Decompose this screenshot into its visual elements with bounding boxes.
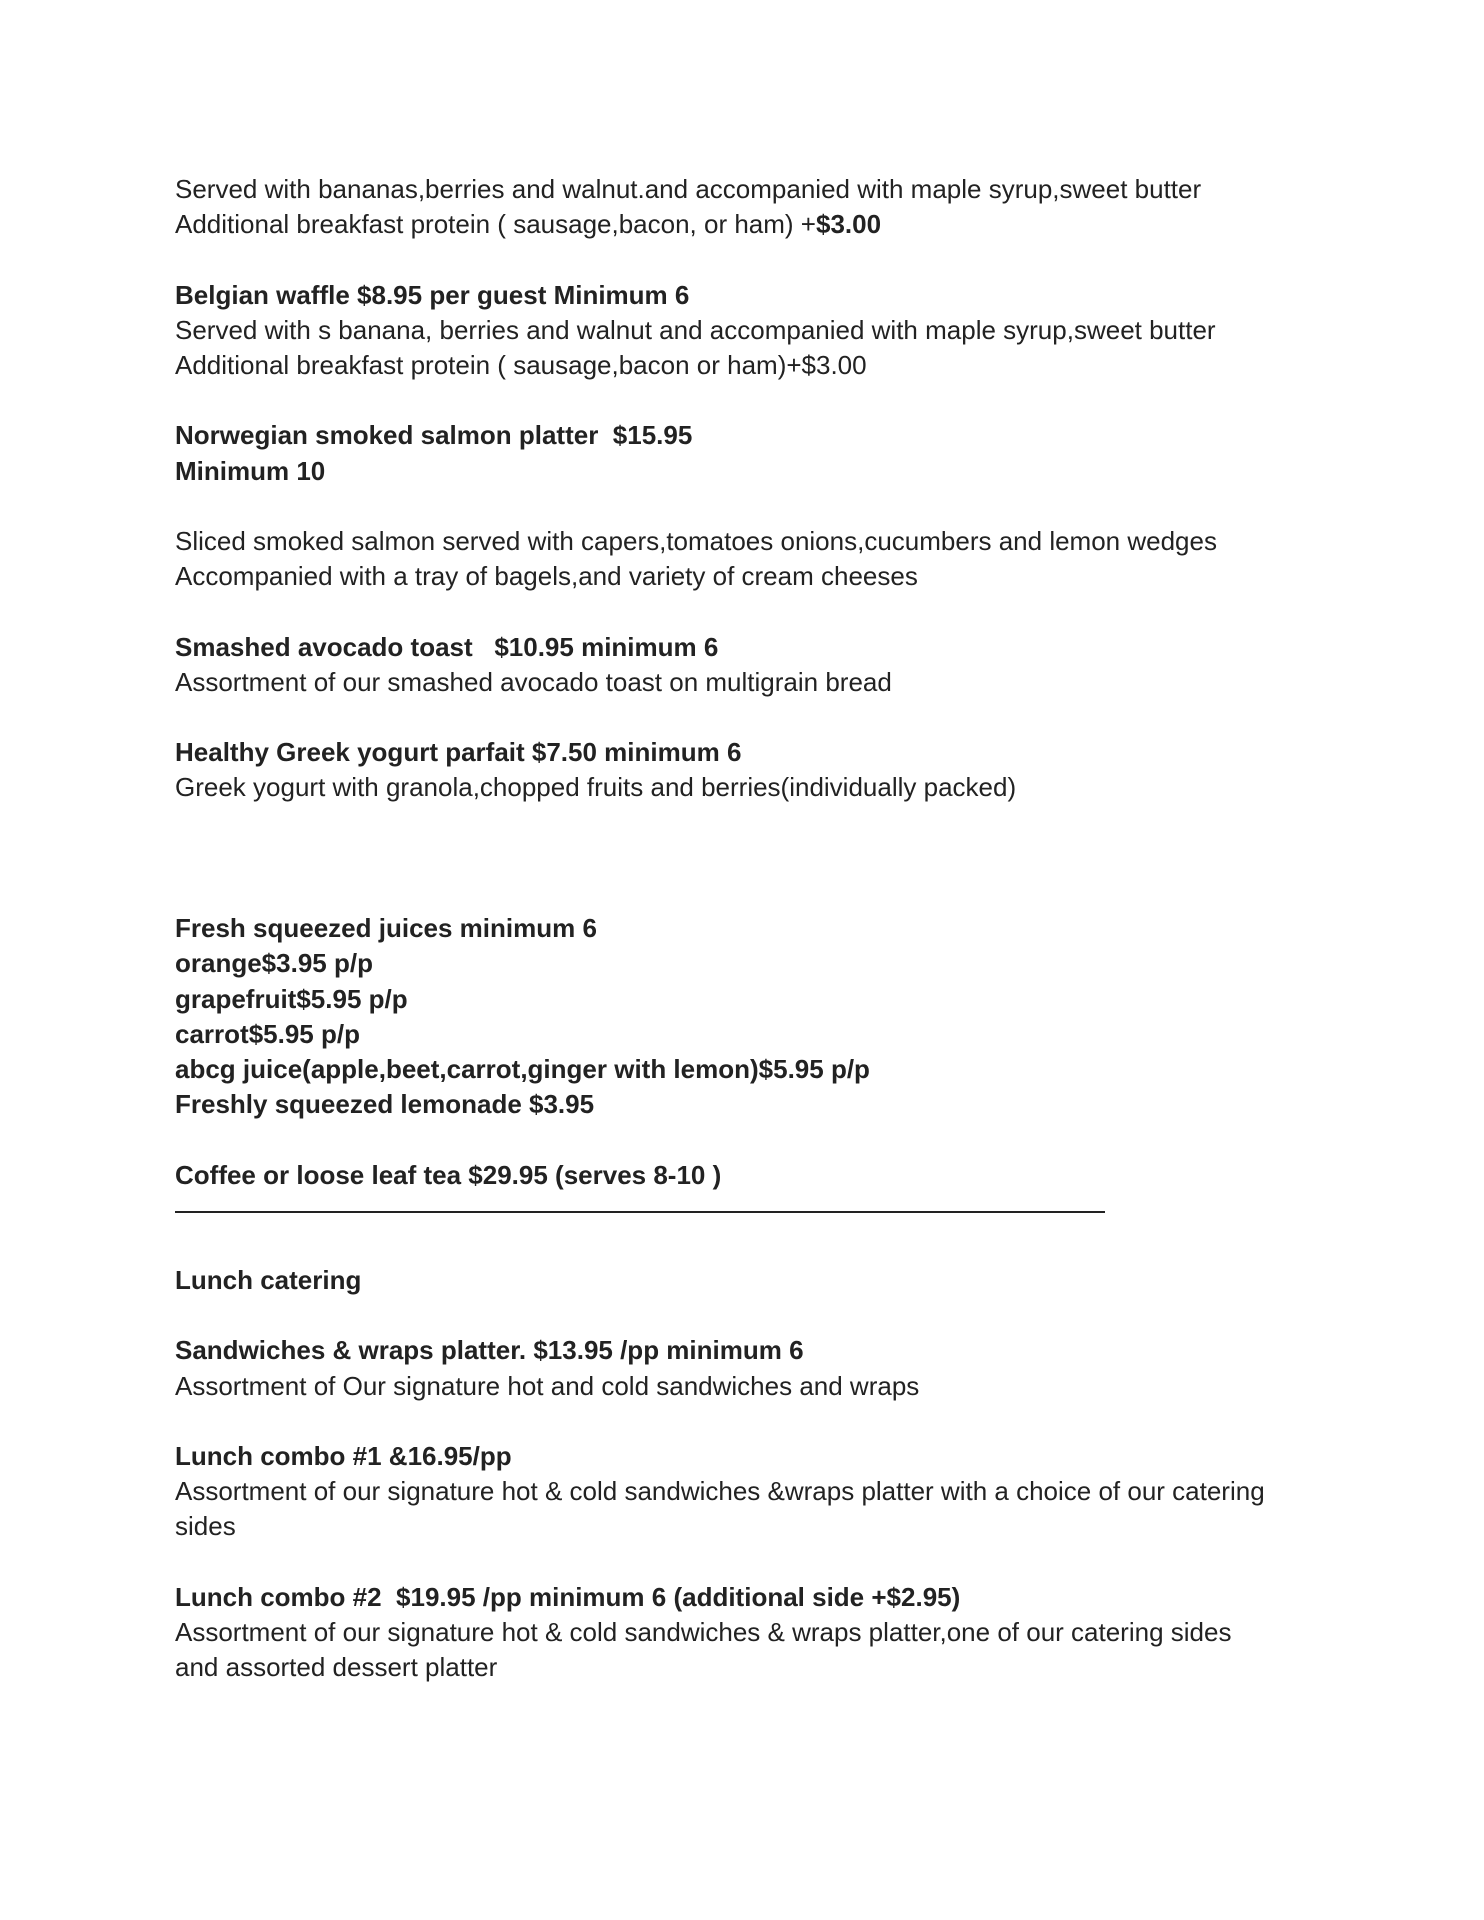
pancake-continuation bbox=[175, 172, 1325, 242]
lunch-combo-2-desc: Assortment of our signature hot & cold sandwiches & wraps platter,one of our catering sides bbox=[175, 1616, 1232, 1647]
salmon-platter-minimum: Minimum 10 bbox=[175, 455, 326, 486]
avocado-toast-desc: Assortment of our smashed avocado toast on multigrain bread bbox=[175, 666, 892, 697]
yogurt-parfait-desc: Greek yogurt with granola,chopped fruits and berries(individually packed) bbox=[175, 772, 1017, 803]
section-divider bbox=[175, 1211, 1105, 1213]
salmon-platter-accompaniment: Accompanied with a tray of bagels,and variety of cream cheeses bbox=[175, 561, 918, 592]
lunch-catering-heading: Lunch catering bbox=[175, 1264, 362, 1295]
avocado-toast-section bbox=[175, 630, 1325, 700]
lunch-combo-2-title: Lunch combo #2 $19.95 /pp minimum 6 (additional side +$2.95) bbox=[175, 1581, 961, 1612]
sandwich-platter-desc: Assortment of Our signature hot and cold sandwiches and wraps bbox=[175, 1370, 920, 1401]
juice-item: orange$3.95 p/p bbox=[175, 948, 373, 979]
sandwich-platter-title: Sandwiches & wraps platter. $13.95 /pp minimum 6 bbox=[175, 1335, 804, 1366]
lunch-catering-section bbox=[175, 1263, 1325, 1685]
juices-section bbox=[175, 911, 1325, 1122]
intro-served-text: Served with bananas,berries and walnut.and accompanied with maple syrup,sweet butter bbox=[175, 174, 1202, 204]
belgian-waffle-protein: Additional breakfast protein ( sausage,bacon or ham)+$3.00 bbox=[175, 350, 867, 380]
lunch-combo-1-desc-cont: sides bbox=[175, 1511, 236, 1542]
coffee-section bbox=[175, 1158, 1325, 1193]
juices-title: Fresh squeezed juices minimum 6 bbox=[175, 913, 597, 944]
juice-item: grapefruit$5.95 p/p bbox=[175, 983, 408, 1014]
yogurt-parfait-section bbox=[175, 735, 1325, 805]
salmon-platter-title: Norwegian smoked salmon platter $15.95 bbox=[175, 420, 693, 451]
belgian-waffle-desc: Served with s banana, berries and walnut and accompanied with maple syrup,sweet butter bbox=[175, 314, 1216, 345]
belgian-waffle-section bbox=[175, 278, 1325, 384]
intro-protein-label: Additional breakfast protein ( sausage,bacon, or ham) + bbox=[175, 209, 816, 240]
belgian-waffle-title: Belgian waffle $8.95 per guest Minimum 6 bbox=[175, 279, 690, 310]
juice-item: abcg juice(apple,beet,carrot,ginger with lemon)$5.95 p/p bbox=[175, 1053, 870, 1084]
menu-content bbox=[175, 172, 1325, 1685]
lunch-combo-2-desc-cont: and assorted dessert platter bbox=[175, 1652, 498, 1683]
intro-protein-text bbox=[175, 207, 1325, 242]
yogurt-parfait-title: Healthy Greek yogurt parfait $7.50 minimum 6 bbox=[175, 737, 742, 768]
juice-item: carrot$5.95 p/p bbox=[175, 1018, 360, 1049]
salmon-platter-section bbox=[175, 418, 1325, 594]
intro-protein-price: $3.00 bbox=[816, 209, 882, 240]
avocado-toast-title: Smashed avocado toast $10.95 minimum 6 bbox=[175, 631, 719, 662]
coffee-title: Coffee or loose leaf tea $29.95 (serves 8-10 ) bbox=[175, 1159, 722, 1190]
salmon-platter-desc: Sliced smoked salmon served with capers,tomatoes onions,cucumbers and lemon wedges bbox=[175, 525, 1217, 556]
lunch-combo-1-title: Lunch combo #1 &16.95/pp bbox=[175, 1440, 512, 1471]
juice-item: Freshly squeezed lemonade $3.95 bbox=[175, 1089, 595, 1120]
lunch-combo-1-desc: Assortment of our signature hot & cold sandwiches &wraps platter with a choice of our catering bbox=[175, 1476, 1265, 1507]
